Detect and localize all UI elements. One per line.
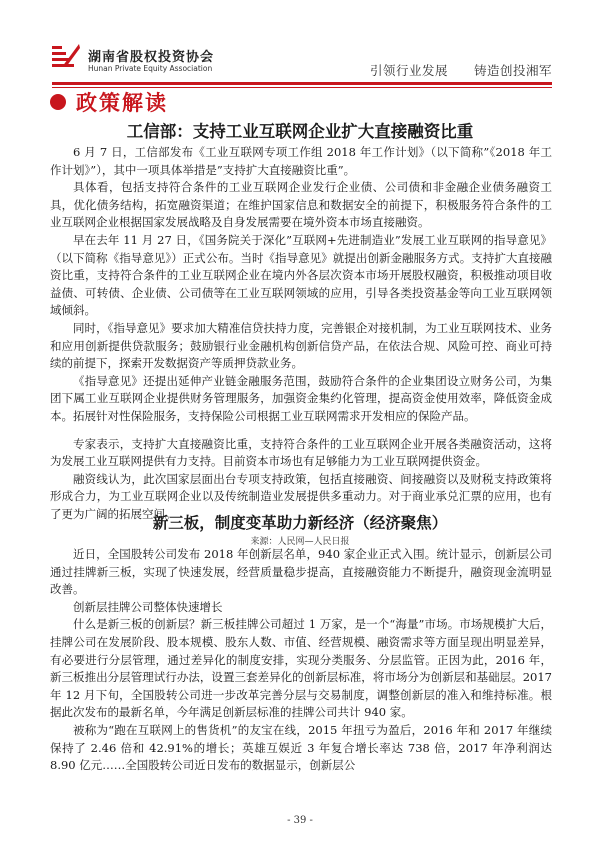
article-1-paragraph: 具体看，包括支持符合条件的工业互联网企业发行企业债、公司债和非金融企业债务融资工具，优化债务结构，拓宽融资渠道；在维护国家信息和数据安全的前提下，积极服务符合条件的工业互联网企业根据国家发展战略及自身发展需要在境外资本市场直接融资。 — [50, 180, 552, 230]
article-1-paragraph: 专家表示，支持扩大直接融资比重，支持符合条件的工业互联网企业开展各类融资活动，这将为发展工业互联网提供有力支持。目前资本市场也有足够能力为工业互联网提供资金。 — [50, 436, 552, 469]
org-name-cn: 湖南省股权投资协会 — [88, 50, 215, 65]
article-2-body — [50, 546, 552, 775]
article-1-paragraph: 6 月 7 日，工信部发布《工业互联网专项工作组 2018 年工作计划》（以下简称”《2018 年工作计划》”），其中一项具体举措是”支持扩大直接融资比重”。 — [50, 145, 552, 177]
article-1-paragraph: 早在去年 11 月 27 日，《国务院关于深化”互联网+先进制造业”发展工业互联网的指导意见》（以下简称《指导意见》）正式公布。当时《指导意见》就提出创新金融服务方式。支持扩大直接融资比重，支持符合条件的工业互联网企业在境内外各层次资本市场开展股权融资，积极推动项目收益债、可转债、企业债、公司债等在工业互联网领域的应用，引导各类投资基金等向工业互联网领域倾斜。 — [50, 232, 552, 318]
article-2-subheading: 创新层挂牌公司整体快速增长 — [73, 599, 223, 614]
section-heading — [50, 89, 168, 115]
header-slogan: 引领行业发展 铸造创投湘军 — [369, 63, 552, 78]
association-logo-icon — [52, 44, 80, 70]
article-1-paragraph: 同时，《指导意见》要求加大精准信贷扶持力度，完善银企对接机制，为工业互联网技术、业务和应用创新提供贷款服务；鼓励银行业金融机构创新信贷产品，在依法合规、风险可控、商业可持续的前提下，探索开发数据资产等质押贷款业务。 — [50, 320, 552, 371]
article-2-title: 新三板，制度变革助力新经济（经济聚焦） — [152, 514, 448, 532]
article-2-paragraph: 什么是新三板的创新层？新三板挂牌公司超过 1 万家，是一个“海量”市场。市场规模扩大后，挂牌公司在发展阶段、股本规模、股东人数、市值、经营规模、融资需求等方面呈现出明显差异，有必要进行分层管理，通过差异化的制度安排，实现分类服务、分层监管。正因为此，2016 年，新三板推出分层管理试行办法，设置三套差异化的创新层标准，将市场分为创新层和基础层。2017 年 12 月下旬，全国股转公司进一步改革完善分层与交易制度，调整创新层的准入和维持标准。根据此次发布的最新名单，今年满足创新层标准的挂牌公司共计 940 家。 — [50, 617, 552, 720]
org-name-en: Hunan Private Equity Association — [88, 64, 213, 73]
article-1-title: 工信部：支持工业互联网企业扩大直接融资比重 — [126, 122, 474, 141]
article-2-paragraph: 被称为“跑在互联网上的售货机”的友宝在线，2015 年扭亏为盈后，2016 年和 2017 年继续保持了 2.46 倍和 42.91%的增长；英雄互娱近 3 年复合增长率达 738 倍，2017 年净利润达 8.90 亿元……全国股转公司近日发布的数据显示，创新层公 — [50, 722, 552, 773]
article-2-source: 来源：人民网—人民日报 — [250, 537, 350, 547]
section-title: 政策解读 — [76, 91, 168, 115]
page-header — [52, 44, 552, 84]
section-bullet-icon — [50, 94, 66, 110]
page-number: - 39 - — [287, 815, 313, 826]
header-rule-thick — [52, 82, 552, 85]
article-1-body — [50, 144, 552, 523]
article-1-paragraph: 融资线认为，此次国家层面出台专项支持政策，包括直接融资、间接融资以及财税支持政策将形成合力，为工业互联网企业以及传统制造业发展提供多重动力。对于商业承兑汇票的应用，也有了更为广阔的拓展空间。 — [50, 471, 552, 521]
article-2-paragraph: 近日，全国股转公司发布 2018 年创新层名单，940 家企业正式入围。统计显示，创新层公司通过挂牌新三板，实现了快速发展，经营质量稳步提高，直接融资能力不断提升，融资现金流明显改善。 — [50, 547, 552, 597]
article-1-paragraph: 《指导意见》还提出延伸产业链金融服务范围，鼓励符合条件的企业集团设立财务公司，为集团下属工业互联网企业提供财务管理服务，加强资金集约化管理，提高资金使用效率，降低资金成本。拓展针对性保险服务，支持保险公司根据工业互联网需求开发相应的保险产品。 — [50, 373, 552, 423]
